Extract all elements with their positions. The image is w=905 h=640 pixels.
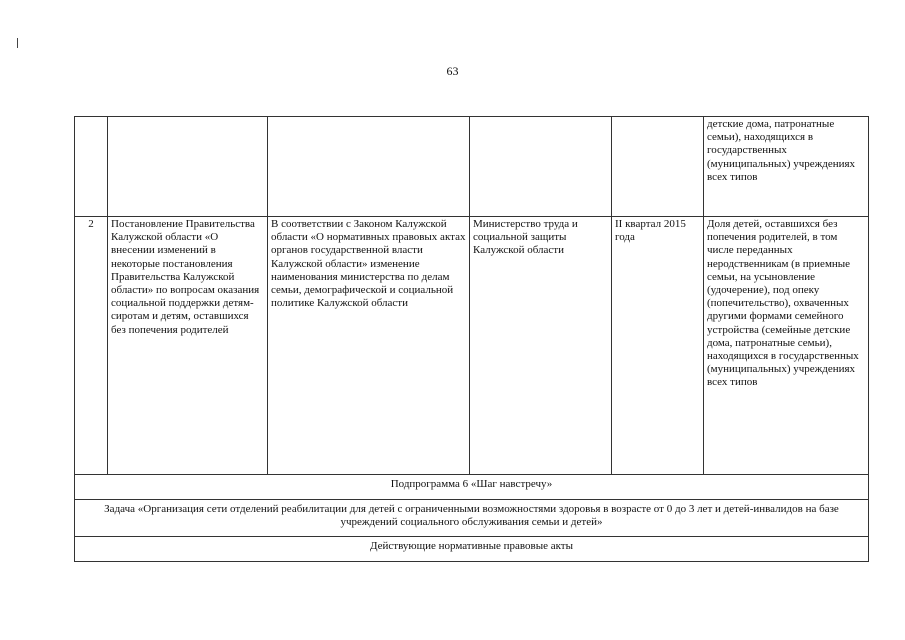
content-cell: В соответствии с Законом Калужской области «О нормативных правовых актах органов государственной власти Калужской области» изменение наименования министерства по делам семьи, демографической и социальной политике Калужской области (268, 217, 470, 475)
act-name-cell (108, 117, 268, 217)
margin-mark (17, 38, 18, 48)
executor-cell: Министерство труда и социальной защиты Калужской области (470, 217, 612, 475)
table-row (75, 117, 869, 217)
subprogram-title: Подпрограмма 6 «Шаг навстречу» (75, 475, 869, 500)
number-cell (75, 117, 108, 217)
result-cell: детские дома, патронатные семьи), находящихся в государственных (муниципальных) учреждениях всех типов (704, 117, 869, 217)
table-row (75, 217, 869, 475)
result-cell: Доля детей, оставшихся без попечения родителей, в том числе переданных неродственникам (в приемные семьи, на усыновление (удочерение), под опеку (попечительство), охваченных другими формами семейного устройства (семейные детские дома, патронатные семьи), находящихся в государственных (муниципальных) учреждениях всех типов (704, 217, 869, 475)
table-row (75, 475, 869, 500)
page-number: 63 (446, 64, 459, 78)
act-name-cell: Постановление Правительства Калужской области «О внесении изменений в некоторые постановления Правительства Калужской области» по вопросам оказания социальной поддержки детям-сиротам и детям, оставшихся без попечения родителей (108, 217, 268, 475)
task-title: Задача «Организация сети отделений реабилитации для детей с ограниченными возможностями здоровья в возрасте от 0 до 3 лет и детей-инвалидов на базе учреждений социального обслуживания семьи и детей» (75, 500, 869, 537)
legal-acts-table (74, 116, 869, 562)
acts-section-title: Действующие нормативные правовые акты (75, 537, 869, 562)
table-row (75, 537, 869, 562)
deadline-cell (612, 117, 704, 217)
content-cell (268, 117, 470, 217)
deadline-cell: II квартал 2015 года (612, 217, 704, 475)
table-row (75, 500, 869, 537)
number-cell: 2 (75, 217, 108, 475)
executor-cell (470, 117, 612, 217)
